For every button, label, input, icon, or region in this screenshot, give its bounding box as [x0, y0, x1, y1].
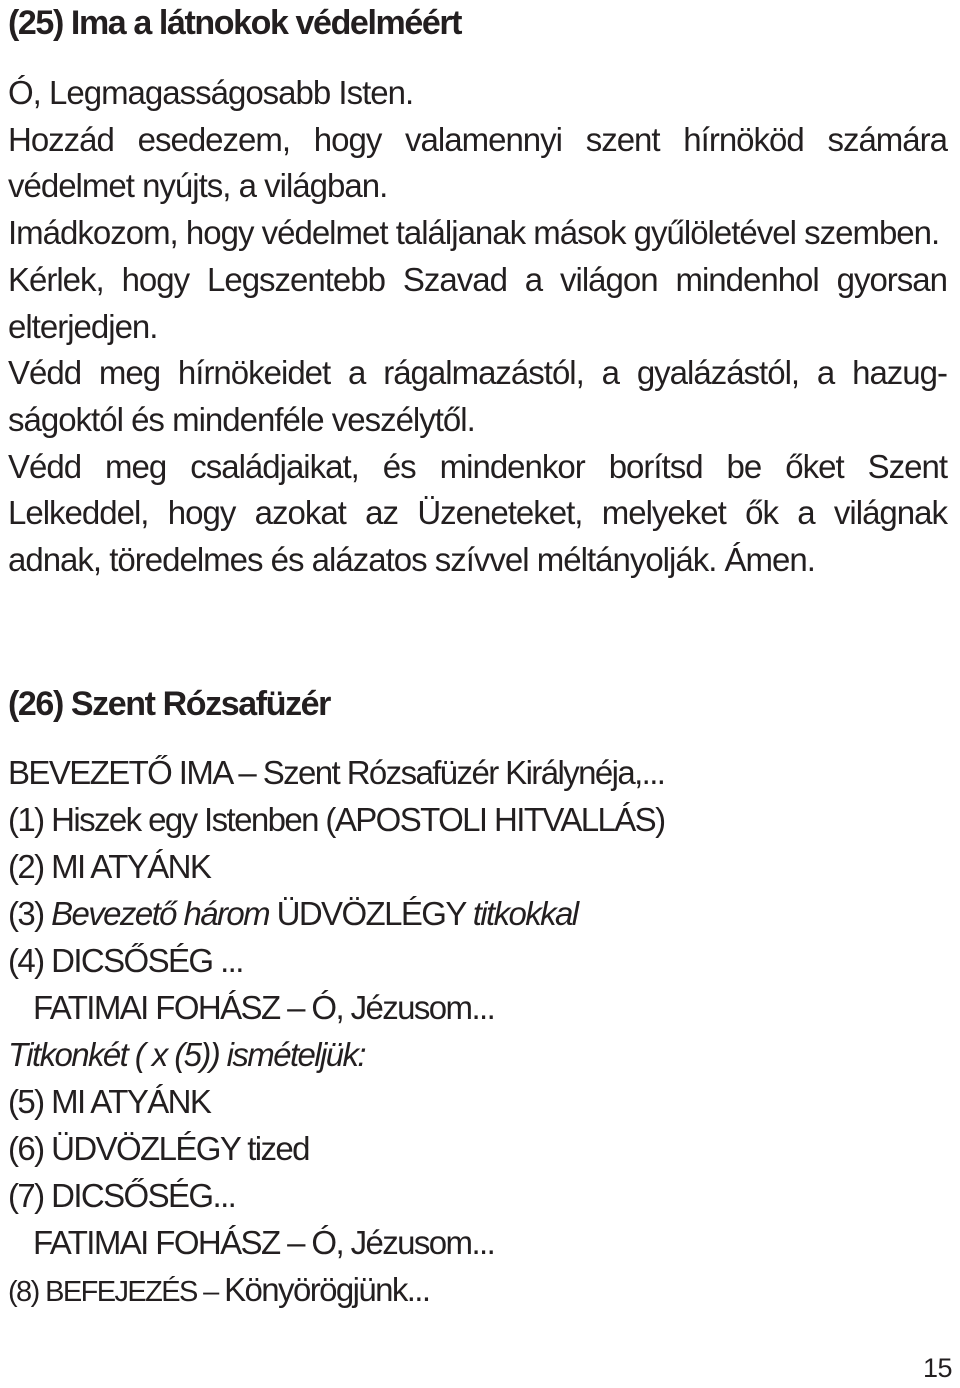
rosary-repeat-note [8, 1031, 948, 1078]
rosary-fatima-prayer-2: FATIMAI FOHÁSZ – Ó, Jézusom... [33, 1224, 495, 1261]
rosary-item-4: (4) DICSŐSÉG ... [8, 942, 243, 979]
rosary-item-3-middle: ÜDVÖZLÉGY [269, 895, 473, 932]
rosary-item-8-rest: Könyörögjünk... [224, 1271, 430, 1308]
rosary-item-3-italic-mysteries: titkokkal [472, 895, 578, 932]
prayer-text [8, 70, 947, 584]
prayer-paragraph: Védd meg családjaikat, és mindenkor borítsd be őket Szent Lelkeddel, hogy azokat az Üzeneteket, melyeket ők a világnak adnak, töredelmes és alázatos szívvel méltányolják. Ámen. [8, 447, 947, 579]
prayer-paragraph: Védd meg hírnökeidet a rágalmazástól, a gyalázástól, a hazug-ságoktól és mindenféle veszélytől. [8, 354, 947, 438]
rosary-item-1: (1) Hiszek egy Istenben (APOSTOLI HITVALLÁS) [8, 801, 665, 838]
rosary-repeat-note-text: Titkonkét ( x (5)) ismételjük: [8, 1036, 365, 1073]
section-title-26: (26) Szent Rózsafüzér [8, 685, 331, 723]
rosary-item-7: (7) DICSŐSÉG... [8, 1177, 236, 1214]
rosary-item-3-prefix: (3) [8, 895, 52, 932]
rosary-item-8 [8, 1266, 948, 1313]
rosary-item-5: (5) MI ATYÁNK [8, 1083, 211, 1120]
section-title-25: (25) Ima a látnokok védelméért [8, 4, 462, 42]
rosary-fatima-prayer-1: FATIMAI FOHÁSZ – Ó, Jézusom... [33, 989, 495, 1026]
rosary-item-3 [8, 890, 948, 937]
rosary-item-8-prefix: (8) BEFEJEZÉS – [8, 1276, 225, 1308]
prayer-paragraph: Ó, Legmagasságosabb Isten. [8, 74, 414, 111]
rosary-list [8, 749, 948, 1313]
rosary-intro: BEVEZETŐ IMA – Szent Rózsafüzér Királynéja,... [8, 754, 665, 791]
page-number: 15 [922, 1353, 952, 1383]
rosary-item-3-italic-intro: Bevezető három [51, 895, 270, 932]
prayer-paragraph: Imádkozom, hogy védelmet találjanak mások gyűlöletével szemben. [8, 214, 940, 252]
rosary-item-6: (6) ÜDVÖZLÉGY tized [8, 1130, 309, 1167]
prayer-paragraph: Hozzád esedezem, hogy valamennyi szent hírnököd számára védelmet nyújts, a világban. [8, 120, 947, 205]
rosary-item-2: (2) MI ATYÁNK [8, 848, 211, 885]
prayer-paragraph: Kérlek, hogy Legszentebb Szavad a világon mindenhol gyorsan elterjedjen. [8, 260, 947, 345]
